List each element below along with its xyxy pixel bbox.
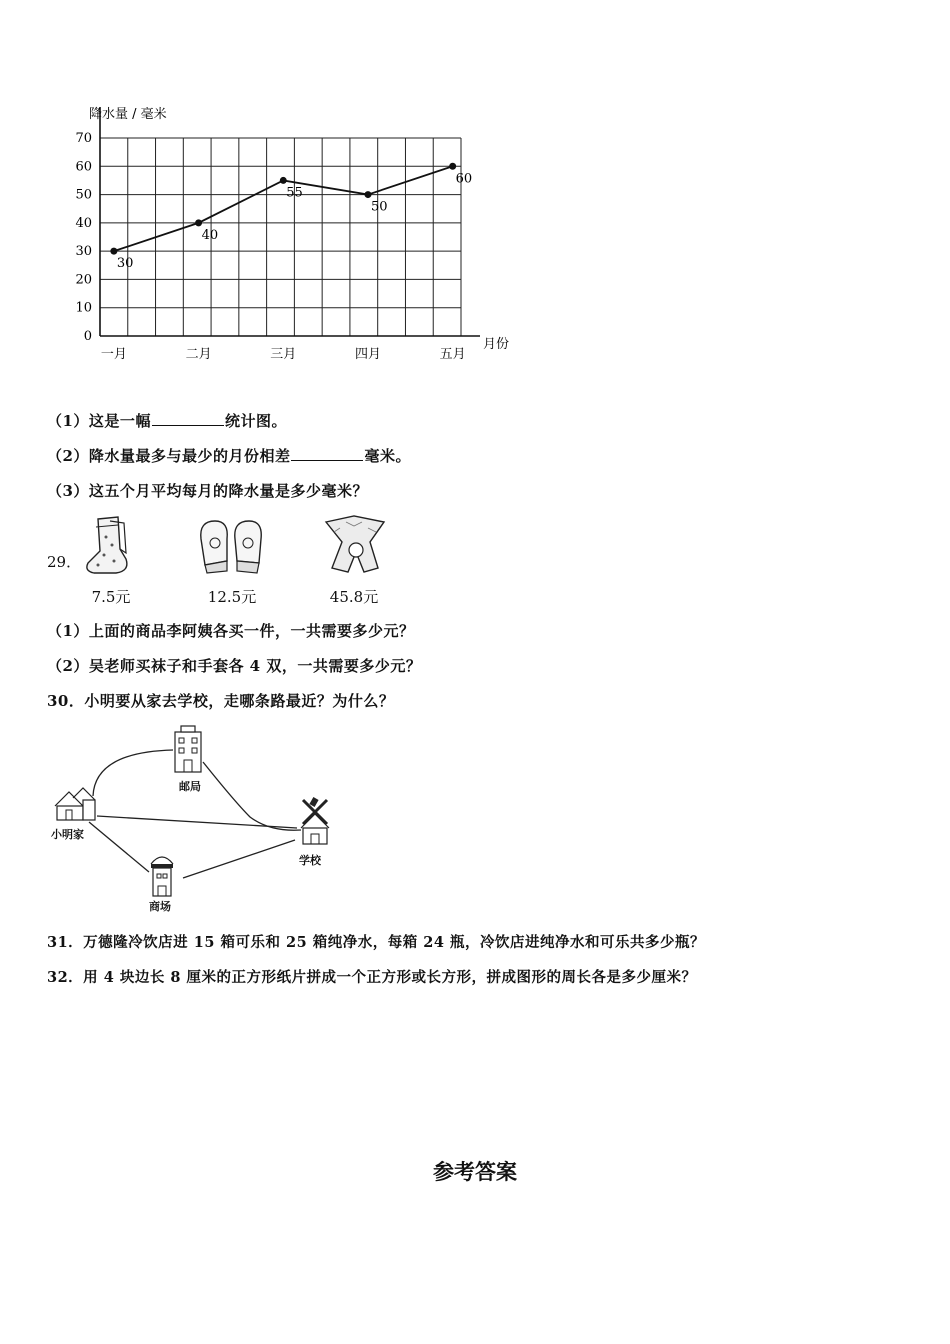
q28-sub3: （3）这五个月平均每月的降水量是多少毫米？ [47, 482, 368, 500]
road-post-school [203, 762, 301, 830]
q29-number: 29． [47, 553, 82, 571]
data-point [280, 177, 287, 184]
x-tick-label: 三月 [270, 347, 297, 362]
label-post: 邮局 [179, 780, 201, 793]
chart-series [110, 163, 472, 271]
price-sock: 7.5元 [91, 588, 131, 606]
sock-icon [80, 515, 140, 579]
q28-sub2-tail: 毫米。 [364, 447, 411, 465]
data-point [364, 191, 371, 198]
road-home-mall [89, 822, 149, 872]
answers-title: 参考答案 [433, 1160, 517, 1184]
mittens-icon [193, 515, 269, 579]
q28-sub1 [47, 410, 287, 431]
q28-sub1-blank[interactable] [152, 424, 224, 426]
data-label: 40 [201, 227, 219, 243]
school-icon [301, 797, 329, 844]
q28-sub2 [47, 445, 411, 466]
q28-sub1-text: （1）这是一幅 [47, 412, 151, 430]
road-home-school [97, 816, 297, 828]
y-tick-label: 0 [83, 329, 92, 344]
y-tick-label: 40 [75, 215, 92, 231]
x-tick-label: 四月 [354, 347, 381, 362]
y-tick-label: 50 [75, 187, 92, 203]
post-office-icon [175, 726, 201, 772]
y-tick-label: 70 [75, 131, 92, 146]
q31-question: 31．万德隆冷饮店进 15 箱可乐和 25 箱纯净水，每箱 24 瓶，冷饮店进纯净水和可乐共多少瓶？ [47, 934, 705, 951]
data-point [110, 248, 117, 255]
data-label: 50 [370, 199, 388, 215]
road-mall-school [183, 840, 295, 878]
y-tick-label: 60 [75, 159, 92, 175]
chart-y-axis-label: 降水量 / 毫米 [89, 107, 167, 122]
chart-x-axis-label: 月份 [483, 337, 510, 352]
y-tick-label: 30 [75, 244, 92, 260]
q28-sub1-tail: 统计图。 [224, 412, 287, 430]
data-point [449, 163, 456, 170]
q30-question: 30．小明要从家去学校，走哪条路最近？为什么？ [47, 692, 395, 710]
q29-sub2: （2）吴老师买袜子和手套各 4 双，一共需要多少元？ [47, 657, 422, 675]
price-mittens: 12.5元 [207, 588, 257, 606]
q28-sub2-text: （2）降水量最多与最少的月份相差 [47, 447, 291, 465]
data-point [195, 219, 202, 226]
data-label: 30 [116, 256, 134, 272]
y-tick-label: 10 [75, 300, 92, 316]
price-scarf: 45.8元 [329, 588, 379, 606]
x-tick-label: 一月 [100, 347, 127, 362]
q28-sub2-blank[interactable] [291, 459, 363, 461]
y-tick-label: 20 [75, 272, 92, 288]
scarf-icon [320, 512, 390, 580]
label-school: 学校 [299, 854, 321, 867]
rainfall-line-chart [40, 95, 530, 375]
route-map [45, 722, 345, 917]
data-label: 60 [455, 171, 473, 187]
chart-ticks [75, 131, 465, 362]
label-home: 小明家 [51, 828, 84, 841]
label-mall: 商场 [149, 900, 171, 913]
q29-sub1: （1）上面的商品李阿姨各买一件，一共需要多少元？ [47, 622, 415, 640]
road-home-post [93, 750, 173, 796]
mall-icon [151, 857, 173, 896]
house-icon [55, 788, 95, 820]
chart-axes [100, 107, 480, 336]
x-tick-label: 五月 [439, 347, 466, 362]
q32-question: 32．用 4 块边长 8 厘米的正方形纸片拼成一个正方形或长方形，拼成图形的周长各是多少厘米？ [47, 969, 697, 986]
data-label: 55 [286, 185, 303, 201]
x-tick-label: 二月 [185, 347, 212, 362]
